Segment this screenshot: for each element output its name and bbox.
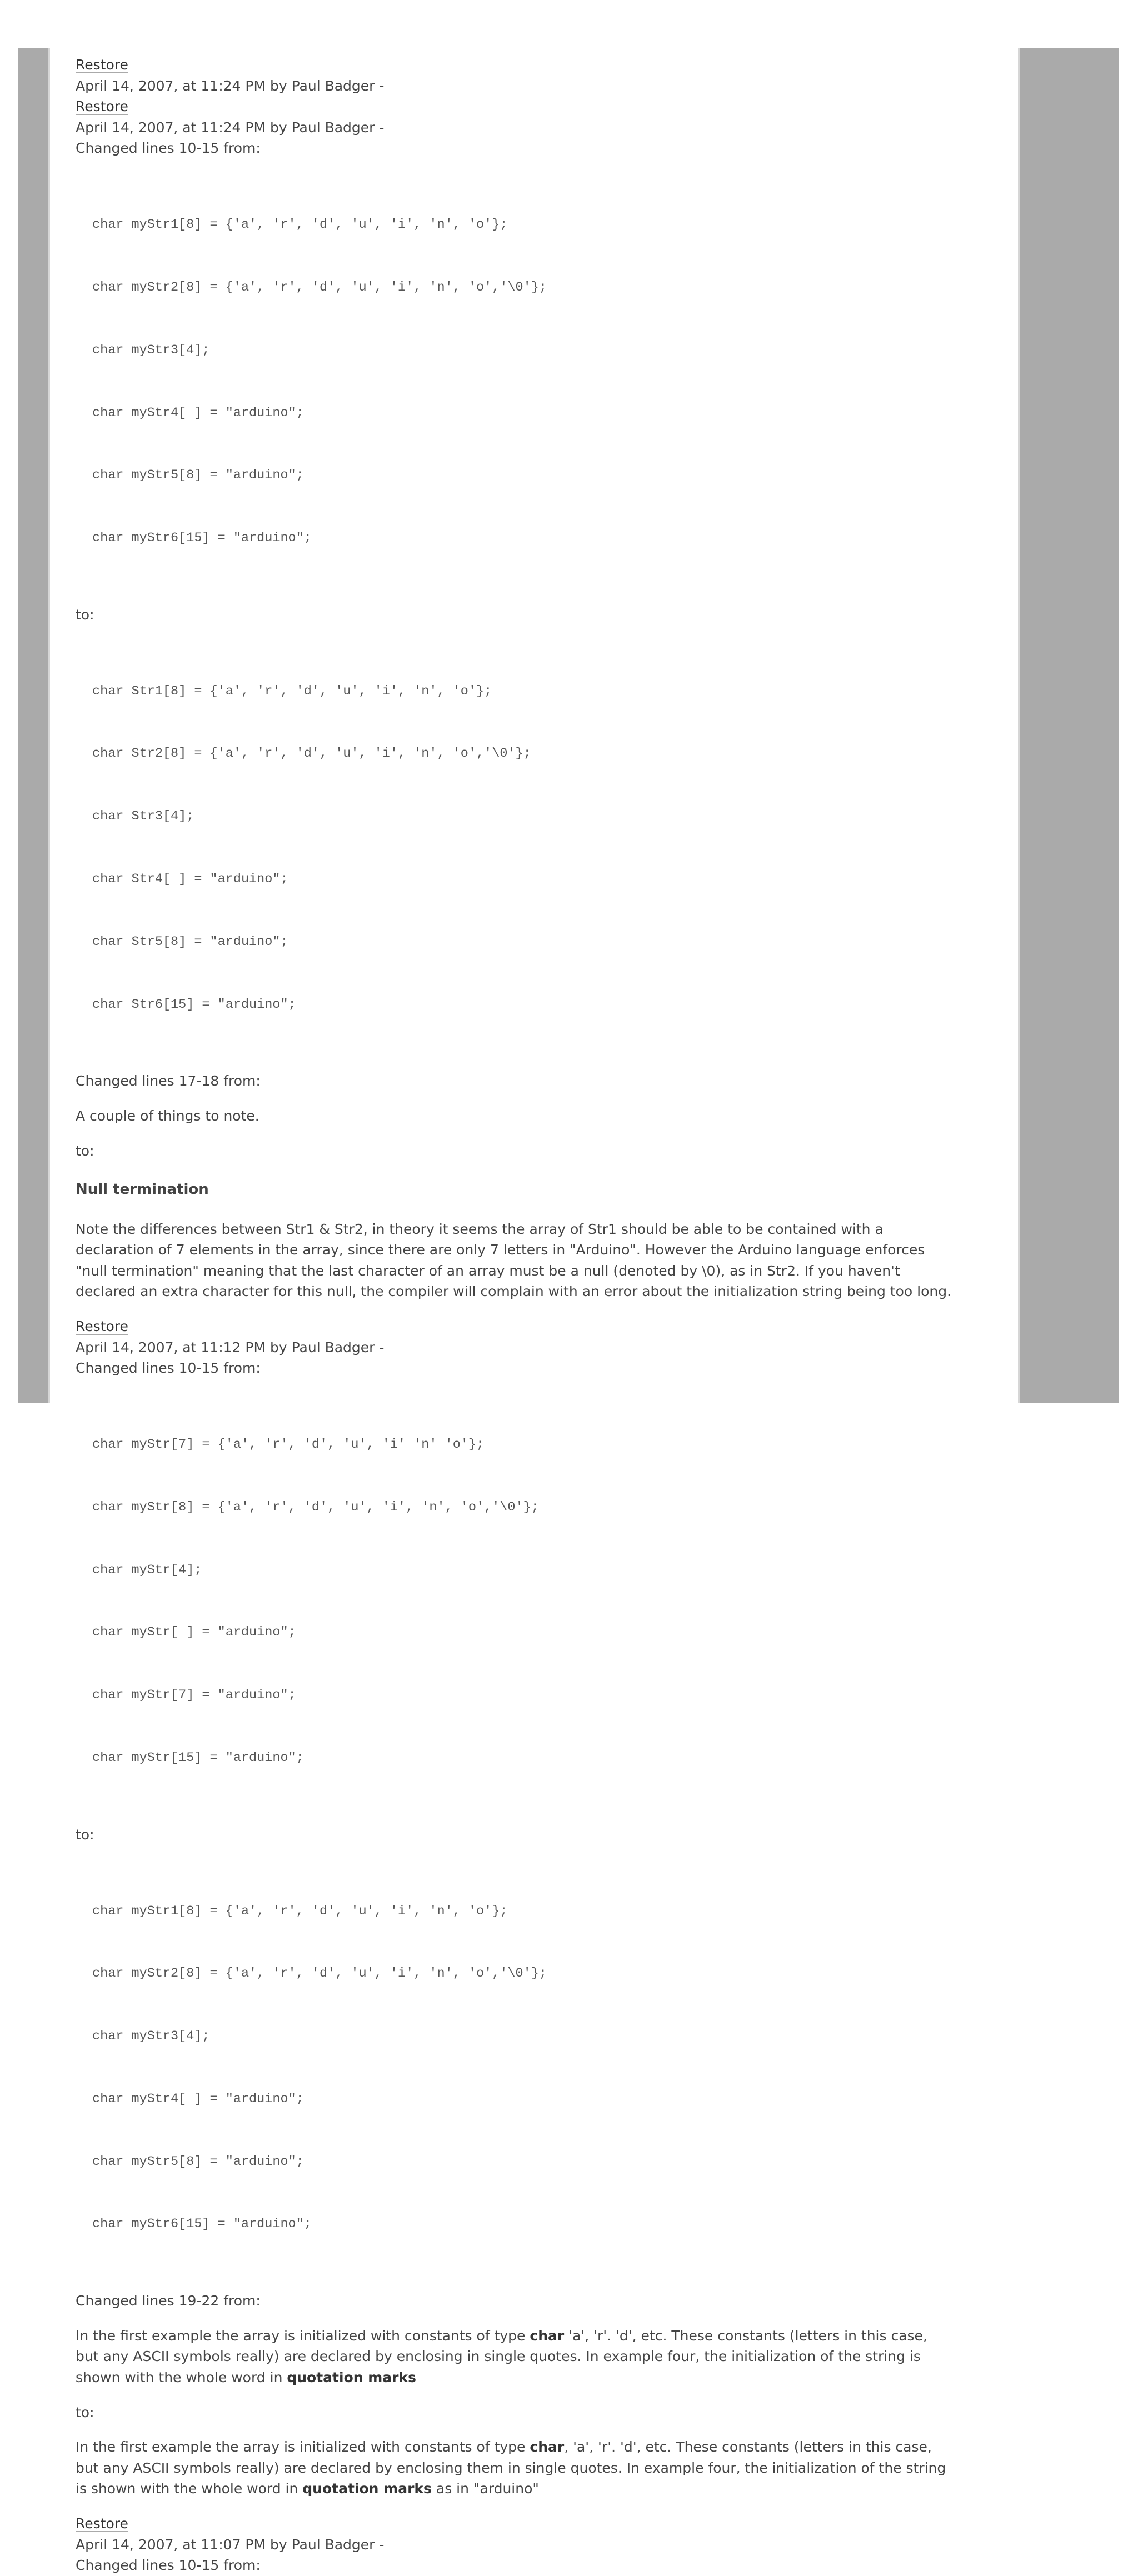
text-run: , 'a', 'r'. 'd', etc. These constants (letters in this case, bbox=[564, 2439, 932, 2455]
code-line: char myStr2[8] = {'a', 'r', 'd', 'u', 'i', 'n', 'o','\0'}; bbox=[92, 1966, 547, 1982]
code-line: char myStr3[4]; bbox=[92, 2029, 210, 2044]
code-line: char Str3[4]; bbox=[92, 809, 194, 824]
code-line: char myStr[15] = "arduino"; bbox=[92, 1750, 304, 1765]
paragraph-line: but any ASCII symbols really) are declared by enclosing in single quotes. In example four, the initialization of the string is bbox=[76, 2348, 921, 2365]
paragraph-line bbox=[76, 2367, 998, 2388]
code-line: char myStr[ ] = "arduino"; bbox=[92, 1625, 296, 1640]
change-header: Changed lines 10-15 from: bbox=[76, 140, 261, 157]
paragraph-line bbox=[76, 2437, 998, 2458]
code-line: char myStr1[8] = {'a', 'r', 'd', 'u', 'i', 'n', 'o'}; bbox=[92, 217, 508, 233]
bold-term: char bbox=[530, 2327, 565, 2344]
code-line: char myStr[4]; bbox=[92, 1562, 202, 1578]
page-history-content bbox=[76, 54, 998, 2576]
code-block-from bbox=[92, 1393, 998, 1810]
revision-meta: April 14, 2007, at 11:24 PM by Paul Badger - bbox=[76, 77, 385, 94]
bold-term: quotation marks bbox=[287, 2369, 417, 2385]
code-line: char Str5[8] = "arduino"; bbox=[92, 934, 288, 949]
code-line: char myStr3[4]; bbox=[92, 342, 210, 358]
to-paragraph bbox=[76, 2437, 998, 2499]
to-label: to: bbox=[76, 606, 94, 623]
code-line: char Str2[8] = {'a', 'r', 'd', 'u', 'i', 'n', 'o','\0'}; bbox=[92, 746, 531, 762]
code-line: char myStr6[15] = "arduino"; bbox=[92, 531, 312, 546]
to-label: to: bbox=[76, 2404, 94, 2420]
bold-term: quotation marks bbox=[302, 2480, 432, 2497]
change-header: Changed lines 19-22 from: bbox=[76, 2293, 261, 2309]
code-block-to bbox=[92, 1859, 998, 2277]
paragraph-line: declared an extra character for this null, the compiler will complain with an error about the initialization string being too long. bbox=[76, 1283, 952, 1300]
code-line: char myStr[8] = {'a', 'r', 'd', 'u', 'i', 'n', 'o','\0'}; bbox=[92, 1499, 539, 1515]
text-run: In the first example the array is initialized with constants of type bbox=[76, 2327, 530, 2344]
code-line: char myStr6[15] = "arduino"; bbox=[92, 2217, 312, 2232]
paragraph-line bbox=[76, 2478, 998, 2499]
to-label: to: bbox=[76, 1142, 94, 1159]
bold-term: char bbox=[530, 2439, 565, 2455]
code-line: char Str1[8] = {'a', 'r', 'd', 'u', 'i', 'n', 'o'}; bbox=[92, 683, 492, 699]
code-line: char Str6[15] = "arduino"; bbox=[92, 997, 296, 1012]
paragraph-line: declaration of 7 elements in the array, since there are only 7 letters in "Arduino". However the Arduino language enforces bbox=[76, 1242, 925, 1258]
null-termination-paragraph bbox=[76, 1219, 998, 1302]
text-run: 'a', 'r'. 'd', etc. These constants (letters in this case, bbox=[564, 2327, 927, 2344]
code-line: char myStr[7] = "arduino"; bbox=[92, 1688, 296, 1703]
code-line: char myStr5[8] = "arduino"; bbox=[92, 468, 304, 483]
code-line: char myStr4[ ] = "arduino"; bbox=[92, 2091, 304, 2107]
code-block-to bbox=[92, 639, 998, 1057]
change-header: Changed lines 10-15 from: bbox=[76, 1360, 261, 1377]
code-line: char Str4[ ] = "arduino"; bbox=[92, 871, 288, 887]
revision-meta: April 14, 2007, at 11:07 PM by Paul Badger - bbox=[76, 2536, 385, 2553]
paragraph-line bbox=[76, 2325, 998, 2347]
restore-link[interactable]: Restore bbox=[76, 1318, 128, 1335]
paragraph-line: "null termination" meaning that the last character of an array must be a null (denoted by \0), as in Str2. If you haven't bbox=[76, 1262, 900, 1279]
restore-link[interactable]: Restore bbox=[76, 2515, 128, 2532]
revision-meta: April 14, 2007, at 11:24 PM by Paul Badger - bbox=[76, 119, 385, 136]
restore-link[interactable]: Restore bbox=[76, 57, 128, 73]
code-line: char myStr2[8] = {'a', 'r', 'd', 'u', 'i', 'n', 'o','\0'}; bbox=[92, 279, 547, 295]
paragraph-line: Note the differences between Str1 & Str2, in theory it seems the array of Str1 should be able to be contained with a bbox=[76, 1221, 884, 1237]
change-header: Changed lines 10-15 from: bbox=[76, 2557, 261, 2574]
text-run: In the first example the array is initialized with constants of type bbox=[76, 2439, 530, 2455]
code-line: char myStr5[8] = "arduino"; bbox=[92, 2154, 304, 2169]
from-paragraph bbox=[76, 2325, 998, 2388]
to-label: to: bbox=[76, 1826, 94, 1843]
change-header: Changed lines 17-18 from: bbox=[76, 1073, 261, 1089]
code-line: char myStr1[8] = {'a', 'r', 'd', 'u', 'i', 'n', 'o'}; bbox=[92, 1903, 508, 1919]
code-line: char myStr4[ ] = "arduino"; bbox=[92, 405, 304, 421]
restore-link[interactable]: Restore bbox=[76, 98, 128, 115]
code-line: char myStr[7] = {'a', 'r', 'd', 'u', 'i' 'n' 'o'}; bbox=[92, 1437, 485, 1453]
revision-meta: April 14, 2007, at 11:12 PM by Paul Badger - bbox=[76, 1339, 385, 1355]
text-run: as in "arduino" bbox=[431, 2480, 539, 2497]
text-run: is shown with the whole word in bbox=[76, 2480, 303, 2497]
from-text: A couple of things to note. bbox=[76, 1107, 259, 1124]
code-block-from bbox=[92, 173, 998, 591]
text-run: shown with the whole word in bbox=[76, 2369, 287, 2385]
section-heading: Null termination bbox=[76, 1181, 209, 1198]
paragraph-line: but any ASCII symbols really) are declared by enclosing them in single quotes. In example four, the initialization of the string bbox=[76, 2459, 946, 2476]
left-sidebar bbox=[18, 48, 50, 1403]
right-sidebar bbox=[1018, 48, 1119, 1403]
